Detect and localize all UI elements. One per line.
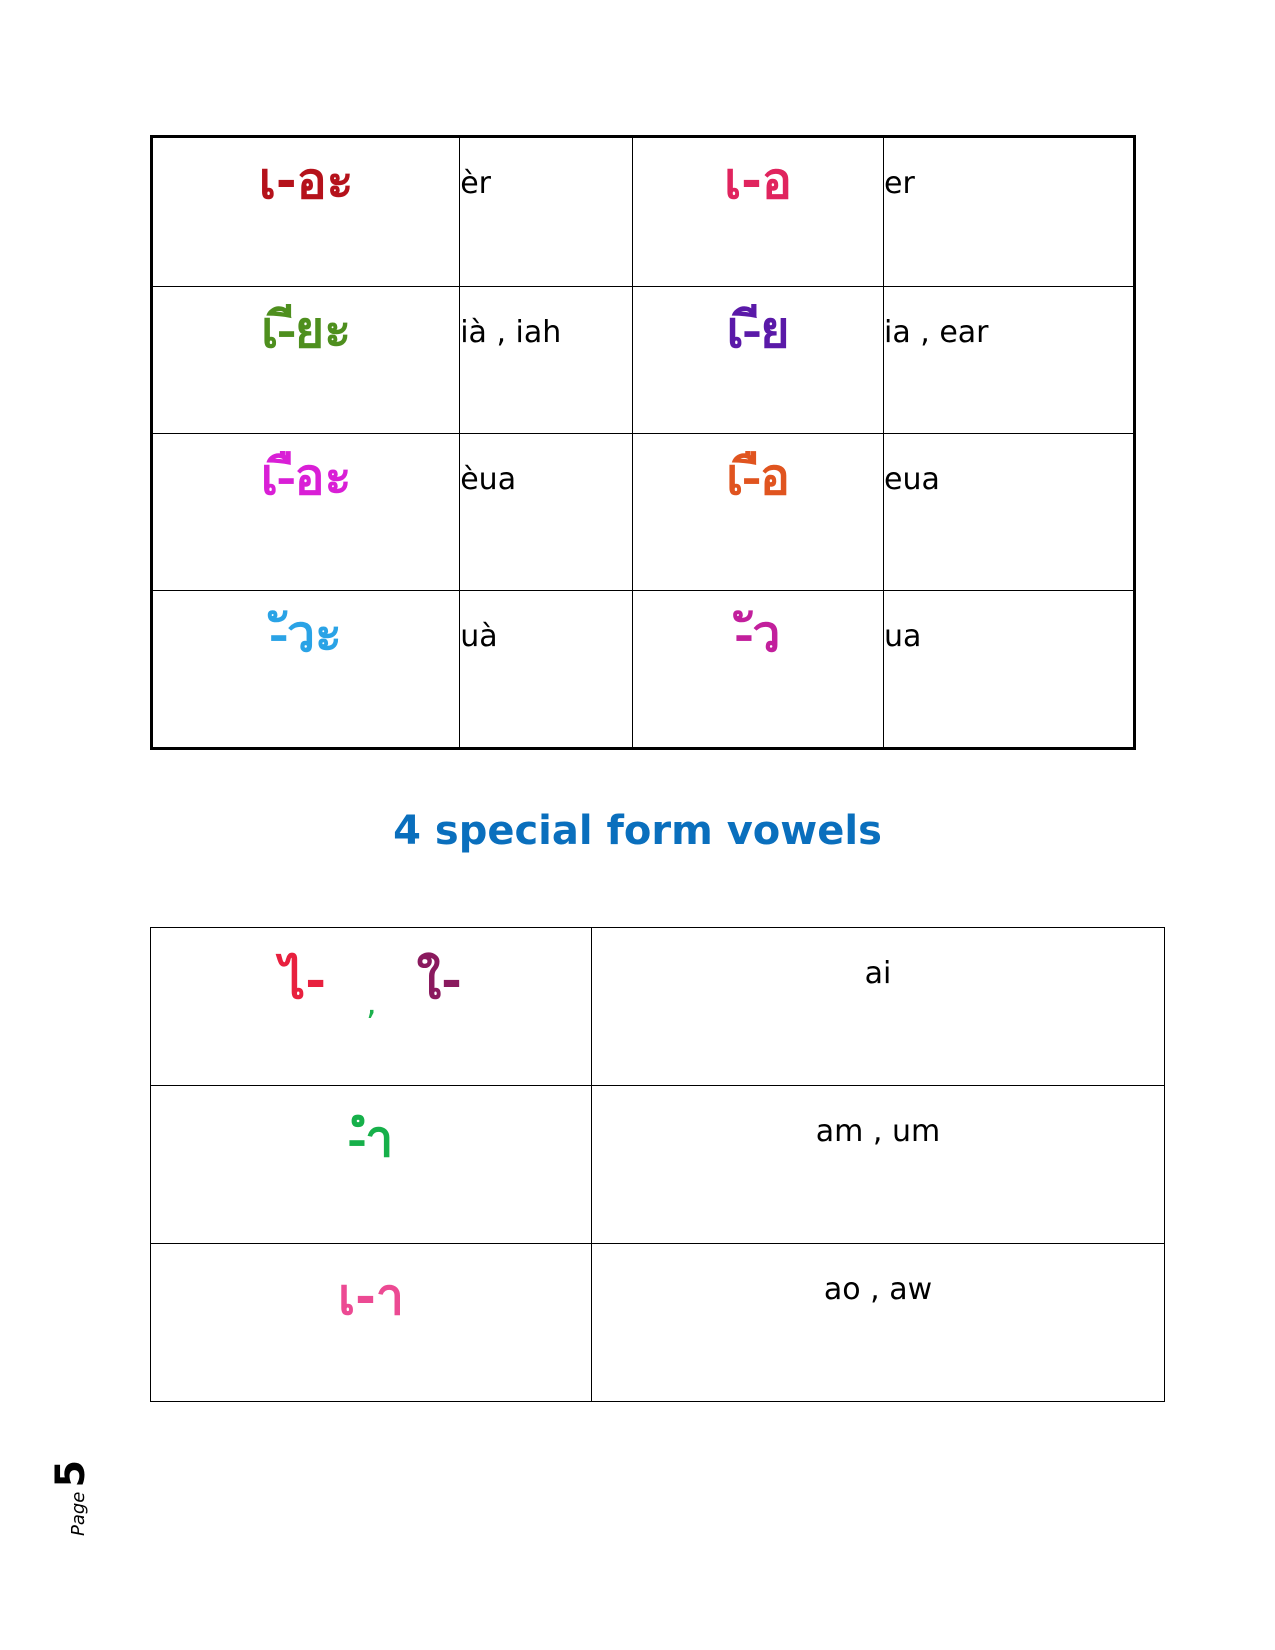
thai-vowel: เ-อะ	[258, 152, 354, 210]
romanization-cell: ia , ear	[884, 287, 1135, 434]
vowel-cell	[151, 1244, 592, 1402]
thai-vowel: เ-ียะ	[261, 301, 352, 359]
romanization-cell: èr	[460, 137, 633, 287]
thai-vowel: ไ-	[280, 952, 326, 1010]
table-row	[152, 287, 1135, 434]
vowel-cell	[151, 928, 592, 1086]
romanization-cell: èua	[460, 434, 633, 591]
table-row	[152, 591, 1135, 749]
short-vowel-cell	[152, 434, 460, 591]
thai-vowel: ใ-	[416, 952, 462, 1010]
long-short-vowel-table	[150, 135, 1136, 750]
thai-vowel: เ-ือ	[726, 448, 790, 506]
romanization-cell: am , um	[592, 1086, 1165, 1244]
separator-comma: ,	[365, 983, 377, 1023]
long-vowel-cell	[633, 434, 884, 591]
romanization-cell: uà	[460, 591, 633, 749]
thai-vowel: -ัวะ	[270, 605, 342, 663]
table-row	[152, 434, 1135, 591]
romanization-cell: ià , iah	[460, 287, 633, 434]
page-number-value: 5	[48, 1459, 94, 1488]
thai-vowel: -ำ	[348, 1110, 394, 1168]
long-vowel-cell	[633, 591, 884, 749]
romanization-cell: ua	[884, 591, 1135, 749]
thai-vowel: -ัว	[735, 605, 781, 663]
romanization-cell: eua	[884, 434, 1135, 591]
thai-vowel: เ-อ	[724, 152, 792, 210]
special-form-vowel-table	[150, 927, 1165, 1402]
thai-vowel: เ-ือะ	[260, 448, 352, 506]
romanization-cell: ao , aw	[592, 1244, 1165, 1402]
short-vowel-cell	[152, 137, 460, 287]
page-number	[48, 1426, 98, 1536]
short-vowel-cell	[152, 287, 460, 434]
table-row	[151, 1086, 1165, 1244]
romanization-cell: ai	[592, 928, 1165, 1086]
page-label: Page	[68, 1491, 89, 1536]
vowel-cell	[151, 1086, 592, 1244]
section-title: 4 special form vowels	[393, 808, 882, 854]
thai-vowel: เ-ีย	[726, 301, 790, 359]
thai-vowel: เ-า	[338, 1268, 404, 1326]
long-vowel-cell	[633, 287, 884, 434]
long-vowel-cell	[633, 137, 884, 287]
romanization-cell: er	[884, 137, 1135, 287]
table-row	[151, 928, 1165, 1086]
table-row	[152, 137, 1135, 287]
short-vowel-cell	[152, 591, 460, 749]
table-row	[151, 1244, 1165, 1402]
